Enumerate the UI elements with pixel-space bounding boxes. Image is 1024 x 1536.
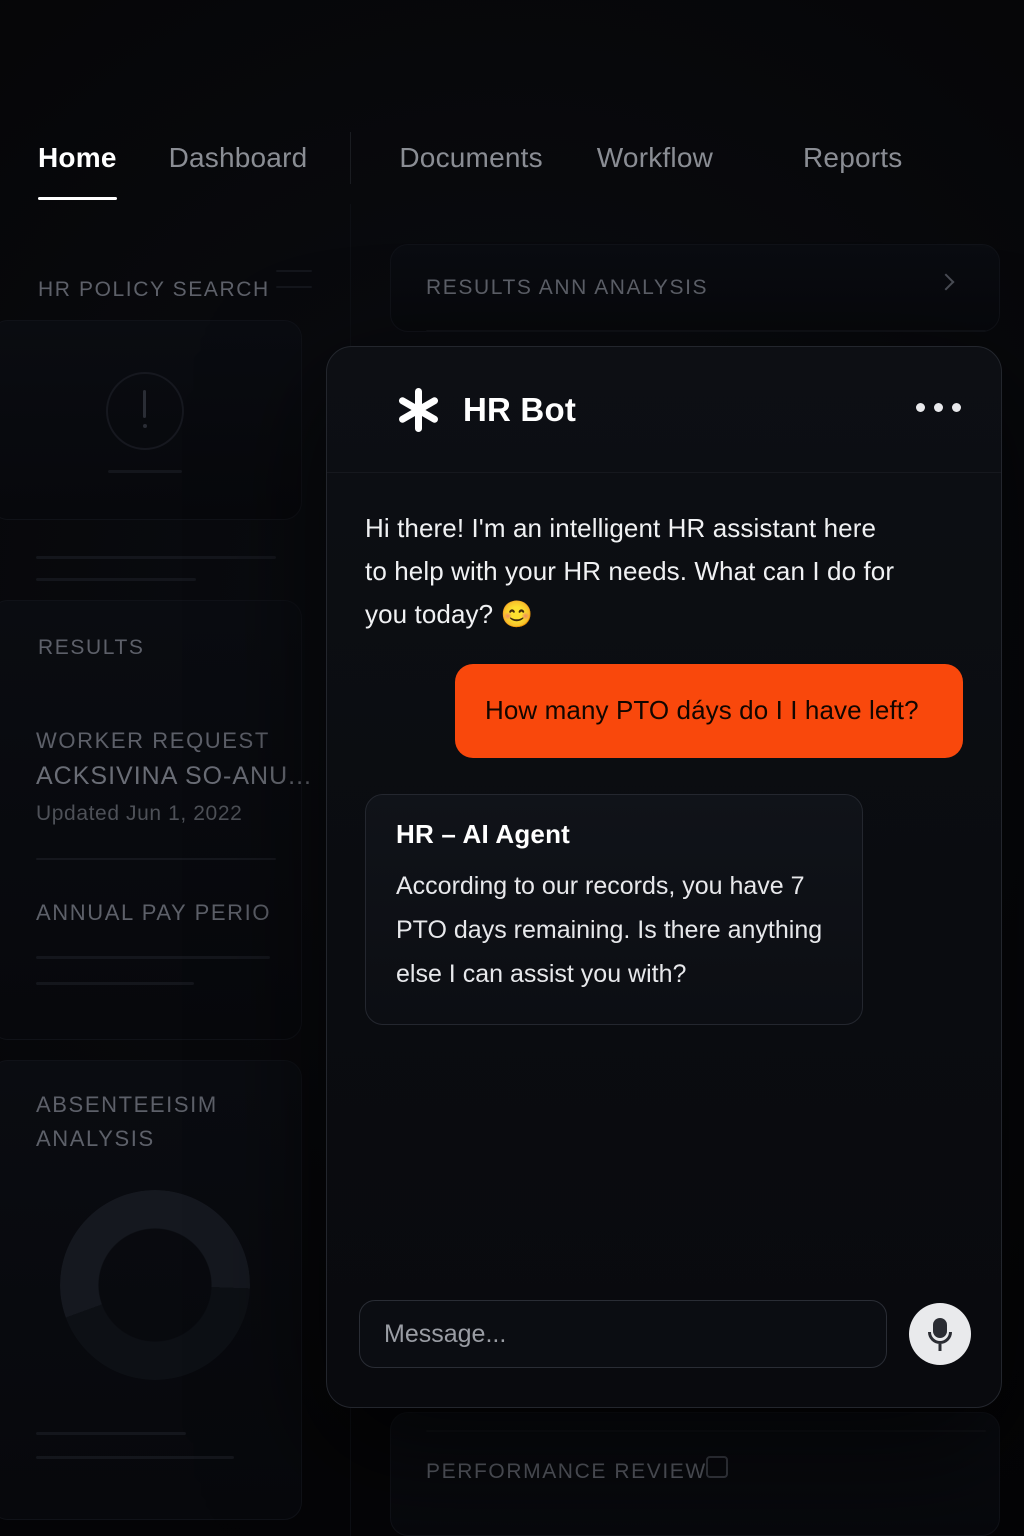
- chat-messages: [327, 473, 1001, 1263]
- agent-message-bubble: [365, 794, 863, 1025]
- checkbox-icon[interactable]: [706, 1456, 728, 1478]
- microphone-icon[interactable]: [909, 1303, 971, 1365]
- chat-header: [327, 347, 1001, 473]
- performance-review-label: PERFORMANCE REVIEW: [426, 1460, 707, 1483]
- hr-policy-search-label: HR POLICY SEARCH: [38, 278, 270, 301]
- worker-request-value: ACKSIVINA SO-ANU...: [36, 762, 313, 790]
- skeleton-line: [36, 556, 276, 559]
- skeleton-line: [36, 1432, 186, 1435]
- absenteeism-label-1: ABSENTEEISIM: [36, 1092, 218, 1117]
- agent-message-text: According to our records, you have 7 PTO days remaining. Is there anything else I can assist you with?: [396, 872, 823, 988]
- skeleton-line: [36, 1456, 234, 1459]
- agent-name: HR – AI Agent: [396, 819, 571, 849]
- chat-panel: [326, 346, 1002, 1408]
- alert-icon-bar: [143, 390, 146, 418]
- tab-workflow[interactable]: Workflow: [596, 142, 714, 173]
- message-input[interactable]: [359, 1300, 887, 1368]
- skeleton-line: [276, 286, 312, 288]
- absenteeism-label-2: ANALYSIS: [36, 1126, 155, 1151]
- alert-icon-dot: [143, 424, 147, 428]
- skeleton-line: [108, 470, 182, 473]
- user-message-bubble: How many PTO dáys do I I have left?: [455, 664, 963, 758]
- tab-documents[interactable]: Documents: [399, 142, 543, 173]
- annual-pay-label: ANNUAL PAY PERIO: [36, 900, 272, 925]
- assistant-intro-message: Hi there! I'm an intelligent HR assistant here to help with your HR needs. What can I do for you today? 😊: [365, 513, 895, 629]
- results-analysis-label: RESULTS ANN ANALYSIS: [426, 276, 709, 299]
- more-horizontal-icon[interactable]: [916, 403, 961, 412]
- chat-title: HR Bot: [463, 390, 577, 428]
- tab-reports[interactable]: Reports: [803, 142, 903, 173]
- chat-input-bar: [327, 1261, 1002, 1407]
- tab-home[interactable]: Home: [38, 134, 117, 182]
- updated-text: Updated Jun 1, 2022: [36, 802, 243, 825]
- divider: [36, 858, 276, 860]
- divider: [426, 1430, 986, 1432]
- worker-request-label: WORKER REQUEST: [36, 728, 270, 753]
- results-label: RESULTS: [38, 636, 145, 659]
- divider: [426, 330, 986, 332]
- skeleton-line: [36, 578, 196, 581]
- absenteeism-donut-chart: [60, 1190, 250, 1380]
- skeleton-line: [36, 956, 270, 959]
- nav-divider: [350, 132, 351, 184]
- tab-dashboard[interactable]: Dashboard: [168, 142, 308, 173]
- top-navigation: [0, 112, 1024, 204]
- skeleton-line: [36, 982, 194, 985]
- skeleton-line: [276, 270, 312, 272]
- asterisk-icon: [395, 387, 441, 433]
